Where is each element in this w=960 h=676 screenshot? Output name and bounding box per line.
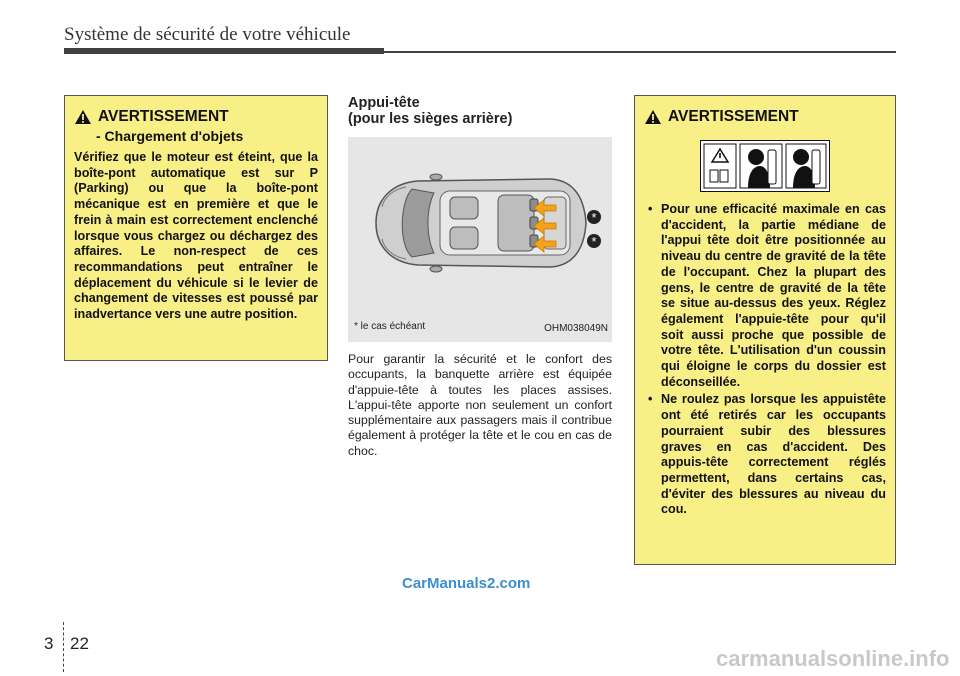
warning-triangle-icon xyxy=(74,109,92,125)
warning-box-headrest xyxy=(634,95,896,565)
figure-note: * le cas échéant xyxy=(354,321,426,332)
page-number-divider xyxy=(63,622,64,672)
section-body: Pour garantir la sécurité et le confort des occupants, la banquette arrière est équipée d'appuie-tête à toutes les places assises. L'appui-tête apporte non seulement un confort supplémentaire aux passagers mais il contribue également à protéger la tête et le cou en cas de choc. xyxy=(348,352,612,458)
warning-bullet: • Pour une efficacité maximale en cas d'accident, la partie médiane de l'appui tête doit être positionnée au niveau du centre de gravité de la tête de l'occupant. Chez la plupart des gens, le centre de gravité de la tête se situe au-dessus des yeux. Réglez également l'appuie-tête pour qu'il soit aussi proche que possible de votre tête. L'utilisation d'un coussin qui éloigne le corps du dossier est déconseillée. xyxy=(644,202,886,390)
warning-bullet: • Ne roulez pas lorsque les appuistête ont été retirés car les occupants pourraient subir des blessures graves en cas d'accident. Des appuis-tête correctement réglés permettent, dans certains cas, d'éviter des blessures au niveau du cou. xyxy=(644,392,886,518)
warning-triangle-icon xyxy=(644,109,662,125)
page-header-title: Système de sécurité de votre véhicule xyxy=(64,24,351,45)
section-title-line1: Appui-tête xyxy=(348,95,420,111)
section-title xyxy=(348,95,512,127)
warning-heading-text: AVERTISSEMENT xyxy=(98,108,229,125)
warning-body: Vérifiez que le moteur est éteint, que la boîte-pont automatique est sur P (Parking) ou que la boîte-pont mécanique est en première et que le frein à main est correctement enclenché lorsque vous chargez ou déchargez des affaires. Le non-respect de ces recommandations peut entraîner le déplacement du véhicule si le levier de changement de vitesses est poussé par inadvertance vers une autre position. xyxy=(74,150,318,322)
svg-text:*: * xyxy=(591,210,597,225)
headrest-pictogram-icon xyxy=(700,140,830,192)
car-topview-illustration xyxy=(348,137,612,317)
svg-text:*: * xyxy=(591,234,597,249)
section-title-line2: (pour les sièges arrière) xyxy=(348,111,513,127)
footer-watermark: carmanualsonline.info xyxy=(716,646,950,671)
warning-heading xyxy=(644,108,886,126)
asterisk-badge-icon xyxy=(587,210,601,249)
header-rule-thin xyxy=(64,51,896,53)
chapter-number: 3 xyxy=(44,634,54,653)
figure-code: OHM038049N xyxy=(544,323,608,334)
warning-bullets xyxy=(644,202,886,518)
watermark-link[interactable]: CarManuals2.com xyxy=(402,575,531,592)
warning-heading-text: AVERTISSEMENT xyxy=(668,108,799,125)
warning-box-loading xyxy=(64,95,328,361)
warning-subheading: - Chargement d'objets xyxy=(96,128,244,144)
warning-heading xyxy=(74,108,318,126)
page-number: 22 xyxy=(70,634,89,653)
headrest-figure xyxy=(348,137,612,342)
arrow-icon xyxy=(534,200,556,252)
